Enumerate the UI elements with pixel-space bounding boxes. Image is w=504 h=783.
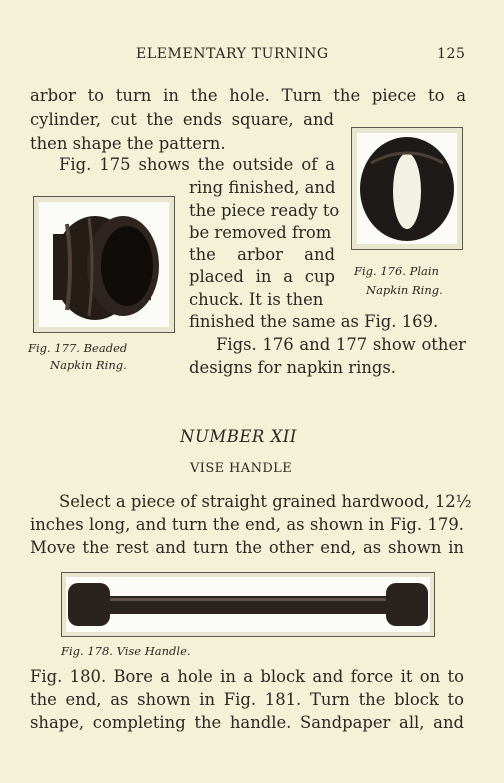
body-line: Figs. 176 and 177 show other	[216, 335, 466, 354]
body-line: placed in a cup	[189, 267, 335, 286]
fig-178-photo	[61, 572, 435, 637]
body-line: the piece ready to	[189, 201, 340, 220]
running-title: ELEMENTARY TURNING	[136, 46, 329, 62]
body-line: cylinder, cut the ends square, and	[30, 110, 334, 129]
fig-176-caption: Napkin Ring.	[366, 283, 443, 297]
body-line: Fig. 175 shows the outside of a	[59, 155, 335, 174]
body-line: the end, as shown in Fig. 181. Turn the block to	[30, 690, 464, 709]
fig-176-caption: Fig. 176. Plain	[354, 264, 439, 278]
body-line: Move the rest and turn the other end, as shown in	[30, 538, 464, 557]
fig-178-caption: Fig. 178. Vise Handle.	[61, 644, 191, 658]
body-line: ring finished, and	[189, 178, 336, 197]
fig-176-photo	[351, 127, 463, 250]
body-line: inches long, and turn the end, as shown in Fig. 179.	[30, 515, 464, 534]
body-line: then shape the pattern.	[30, 134, 226, 153]
body-line: arbor to turn in the hole. Turn the piece to a	[30, 86, 466, 105]
beaded-napkin-ring-image	[39, 202, 169, 327]
vise-handle-image	[66, 577, 430, 632]
body-line: shape, completing the handle. Sandpaper all, and	[30, 713, 464, 732]
fig-177-caption: Napkin Ring.	[50, 358, 127, 372]
fig-177-caption: Fig. 177. Beaded	[28, 341, 128, 355]
section-number: NUMBER XII	[180, 427, 297, 446]
body-line: chuck. It is then	[189, 290, 324, 309]
body-line: be removed from	[189, 223, 332, 242]
body-line: Fig. 180. Bore a hole in a block and force it on to	[30, 667, 464, 686]
body-line: designs for napkin rings.	[189, 358, 397, 377]
body-line: finished the same as Fig. 169.	[189, 312, 439, 331]
body-line: Select a piece of straight grained hardwood, 12½	[59, 492, 472, 511]
page-number: 125	[437, 46, 466, 62]
body-line: the arbor and	[189, 245, 335, 264]
section-title: VISE HANDLE	[190, 461, 293, 476]
plain-napkin-ring-image	[357, 133, 457, 244]
fig-177-photo	[33, 196, 175, 333]
